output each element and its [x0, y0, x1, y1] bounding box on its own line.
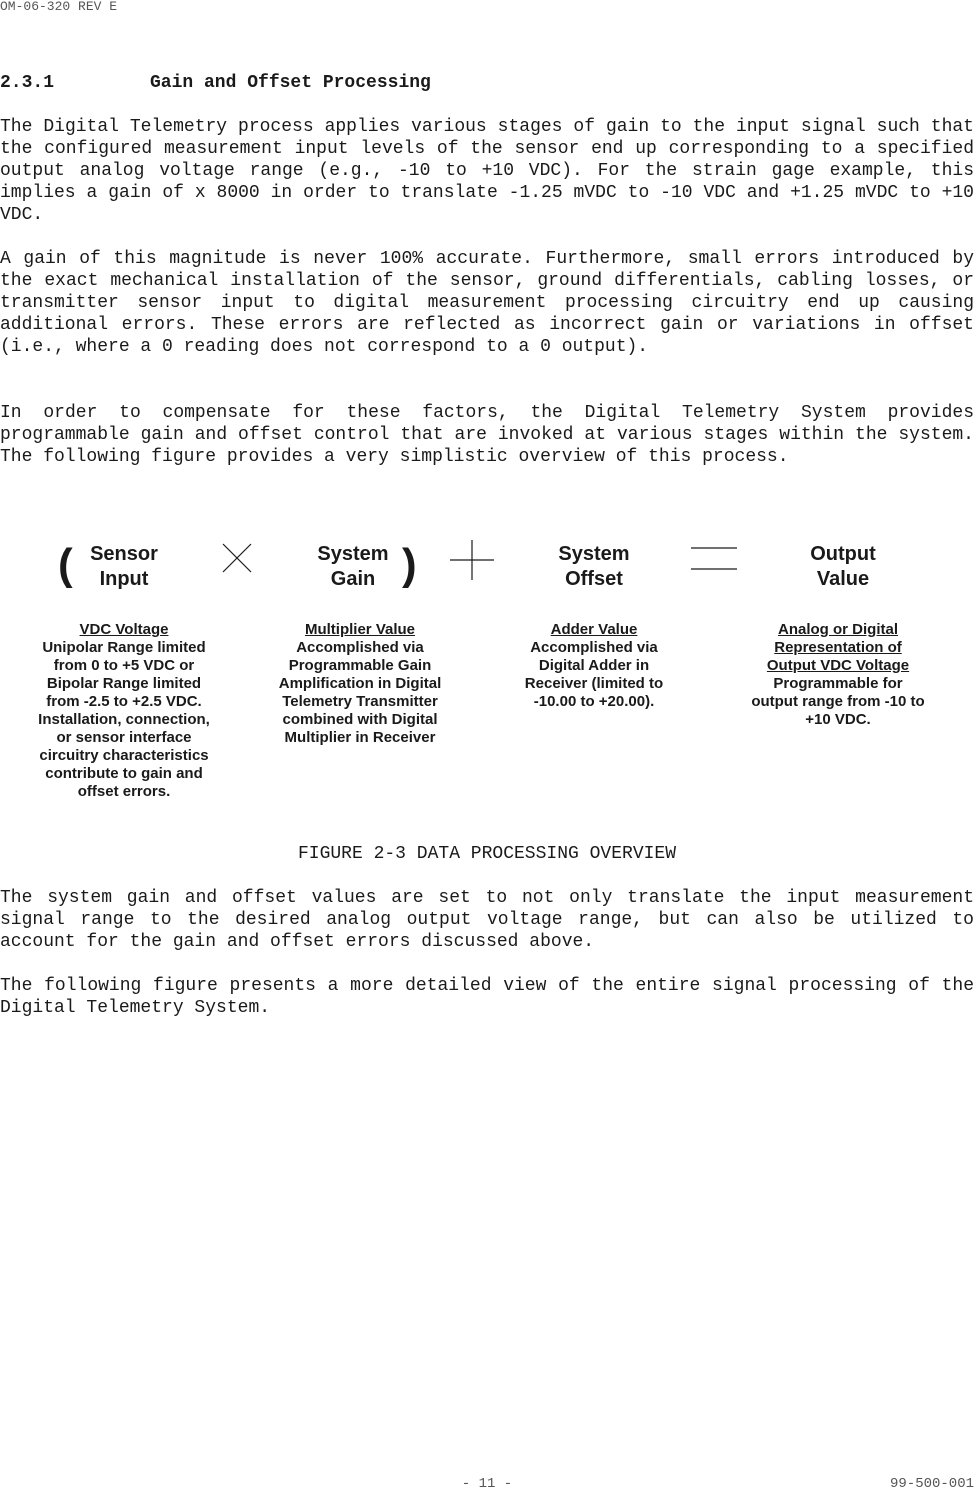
- term-title-line: Sensor: [90, 543, 158, 565]
- document-id: OM-06-320 REV E: [0, 0, 118, 14]
- section-title: Gain and Offset Processing: [150, 73, 431, 93]
- desc-heading: Multiplier Value: [304, 621, 416, 638]
- multiply-icon: [222, 543, 252, 573]
- term-title-line: Value: [816, 568, 870, 590]
- term-title-line: Gain: [330, 568, 376, 590]
- desc-line: or sensor interface: [56, 729, 192, 746]
- desc-line: Multiplier in Receiver: [284, 729, 436, 746]
- term-title-line: System: [558, 543, 630, 565]
- desc-line: Amplification in Digital: [278, 675, 442, 692]
- open-paren: (: [58, 540, 73, 589]
- desc-line: Accomplished via: [530, 639, 658, 656]
- desc-line: from -2.5 to +2.5 VDC.: [46, 693, 202, 710]
- desc-line: combined with Digital: [282, 711, 438, 728]
- desc-line: from 0 to +5 VDC or: [53, 657, 195, 674]
- desc-heading: Analog or Digital: [778, 621, 898, 638]
- close-paren: ): [402, 540, 417, 589]
- desc-line: Accomplished via: [296, 639, 424, 656]
- desc-heading: Output VDC Voltage: [766, 657, 910, 674]
- desc-heading: Representation of: [774, 639, 902, 656]
- paragraph-5: The following figure presents a more detailed view of the entire signal processing of the Digital Telemetry System.: [0, 976, 974, 1018]
- system-gain-description: [260, 621, 460, 747]
- section-number: 2.3.1: [0, 73, 55, 93]
- desc-line: Programmable for: [773, 675, 903, 692]
- desc-line: +10 VDC.: [805, 711, 871, 728]
- desc-line: offset errors.: [77, 783, 171, 800]
- paragraph-4: The system gain and offset values are set to not only translate the input measurement signal range to the desired analog output voltage range, but can also be utilized to account for the gain and offset errors discussed above.: [0, 888, 974, 952]
- desc-line: output range from -10 to: [751, 693, 925, 710]
- section-heading: [0, 72, 431, 94]
- term-title-line: System: [317, 543, 389, 565]
- term-system-offset: [534, 542, 654, 592]
- desc-line: Installation, connection,: [38, 711, 210, 728]
- term-title-line: Input: [99, 568, 149, 590]
- desc-line: contribute to gain and: [45, 765, 203, 782]
- desc-heading: Adder Value: [550, 621, 638, 638]
- output-value-description: [728, 621, 948, 729]
- equals-icon: [691, 546, 737, 572]
- term-sensor-input: [64, 542, 184, 592]
- desc-line: Programmable Gain: [288, 657, 432, 674]
- figure-caption: FIGURE 2-3 DATA PROCESSING OVERVIEW: [297, 844, 677, 864]
- desc-line: circuitry characteristics: [39, 747, 209, 764]
- term-output-value: [783, 542, 903, 592]
- desc-line: -10.00 to +20.00).: [533, 693, 655, 710]
- desc-line: Telemetry Transmitter: [282, 693, 438, 710]
- system-offset-description: [494, 621, 694, 711]
- term-title-line: Offset: [565, 568, 623, 590]
- paragraph-1: The Digital Telemetry process applies various stages of gain to the input signal such that the configured measurement input levels of the sensor end up corresponding to a specified output analog voltage range (e.g., -10 to +10 VDC). For the strain gage example, this implies a gain of x 8000 in order to translate -1.25 mVDC to -10 VDC and +1.25 mVDC to +10 VDC.: [0, 117, 974, 225]
- desc-line: Bipolar Range limited: [46, 675, 202, 692]
- footer-document-number: 99-500-001: [889, 1476, 974, 1492]
- page-number: - 11 -: [461, 1476, 513, 1492]
- desc-line: Digital Adder in: [538, 657, 650, 674]
- term-system-gain: [293, 542, 413, 592]
- desc-line: Receiver (limited to: [524, 675, 664, 692]
- paragraph-2: A gain of this magnitude is never 100% accurate. Furthermore, small errors introduced by the exact mechanical installation of the sensor, ground differentials, cabling losses, or transmitter sensor input to digital measurement processing circuitry end up causing additional errors. These errors are reflected as incorrect gain or variations in offset (i.e., where a 0 reading does not correspond to a 0 output).: [0, 249, 974, 357]
- desc-heading: VDC Voltage: [79, 621, 169, 638]
- desc-line: Unipolar Range limited: [42, 639, 206, 656]
- data-processing-figure: [0, 520, 974, 820]
- paragraph-3: In order to compensate for these factors, the Digital Telemetry System provides programmable gain and offset control that are invoked at various stages within the system. The following figure provides a very simplistic overview of this process.: [0, 403, 974, 467]
- plus-icon: [450, 540, 494, 580]
- sensor-input-description: [24, 621, 224, 801]
- term-title-line: Output: [810, 543, 876, 565]
